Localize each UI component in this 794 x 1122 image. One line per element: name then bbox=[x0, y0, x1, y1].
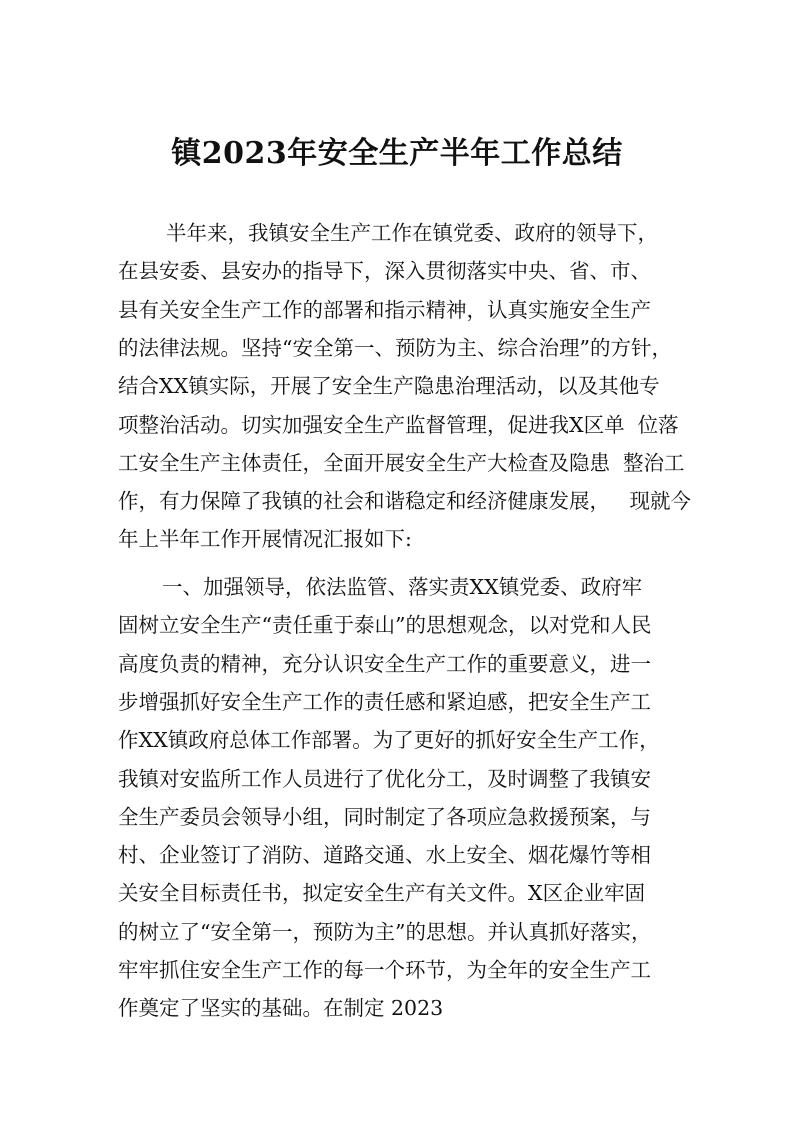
text-line: 全生产委员会领导小组，同时制定了各项应急救援预案，与 bbox=[118, 804, 651, 829]
document-title: 镇2023年安全生产半年工作总结 bbox=[171, 136, 623, 171]
text-line: 牢牢抓住安全生产工作的每一个环节，为全年的安全生产工 bbox=[118, 958, 651, 982]
text-line: 的树立了“安全第一，预防为主”的思想。并认真抓好落实， bbox=[118, 919, 652, 944]
text-line: 作XX镇政府总体工作部署。为了更好的抓好安全生产工作， bbox=[118, 728, 660, 753]
text-line: 我镇对安监所工作人员进行了优化分工，及时调整了我镇安 bbox=[118, 766, 651, 791]
text-line: 高度负责的精神，充分认识安全生产工作的重要意义，进一 bbox=[118, 651, 651, 676]
text-line: 固树立安全生产“责任重于泰山”的思想观念，以对党和人民 bbox=[118, 613, 652, 638]
text-line: 作奠定了坚实的基础。在制定 2023 bbox=[118, 996, 444, 1021]
text-line: 作，有力保障了我镇的社会和谐稳定和经济健康发展， 现就今 bbox=[118, 489, 692, 514]
text-line: 的法律法规。坚持“安全第一、预防为主、综合治理”的方针， bbox=[118, 335, 672, 360]
text-line: 工安全生产主体责任，全面开展安全生产大检查及隐患 整治工 bbox=[118, 450, 685, 475]
text-line: 一、加强领导，依法监管、落实责XX镇党委、政府牢 bbox=[162, 575, 643, 599]
text-line: 步增强抓好安全生产工作的责任感和紧迫感，把安全生产工 bbox=[118, 689, 651, 714]
text-line: 结合XX镇实际，开展了安全生产隐患治理活动，以及其他专 bbox=[118, 374, 660, 399]
text-line: 半年来，我镇安全生产工作在镇党委、政府的领导下， bbox=[166, 221, 658, 245]
text-line: 在县安委、县安办的指导下，深入贯彻落实中央、省、市、 bbox=[118, 259, 651, 284]
text-line: 年上半年工作开展情况汇报如下: bbox=[118, 527, 412, 552]
text-line: 村、企业签订了消防、道路交通、水上安全、烟花爆竹等相 bbox=[118, 843, 651, 868]
text-line: 县有关安全生产工作的部署和指示精神，认真实施安全生产 bbox=[118, 297, 651, 322]
text-line: 项整治活动。切实加强安全生产监督管理，促进我X区单 位落 bbox=[118, 412, 679, 437]
text-line: 关安全目标责任书，拟定安全生产有关文件。X区企业牢固 bbox=[118, 881, 646, 906]
